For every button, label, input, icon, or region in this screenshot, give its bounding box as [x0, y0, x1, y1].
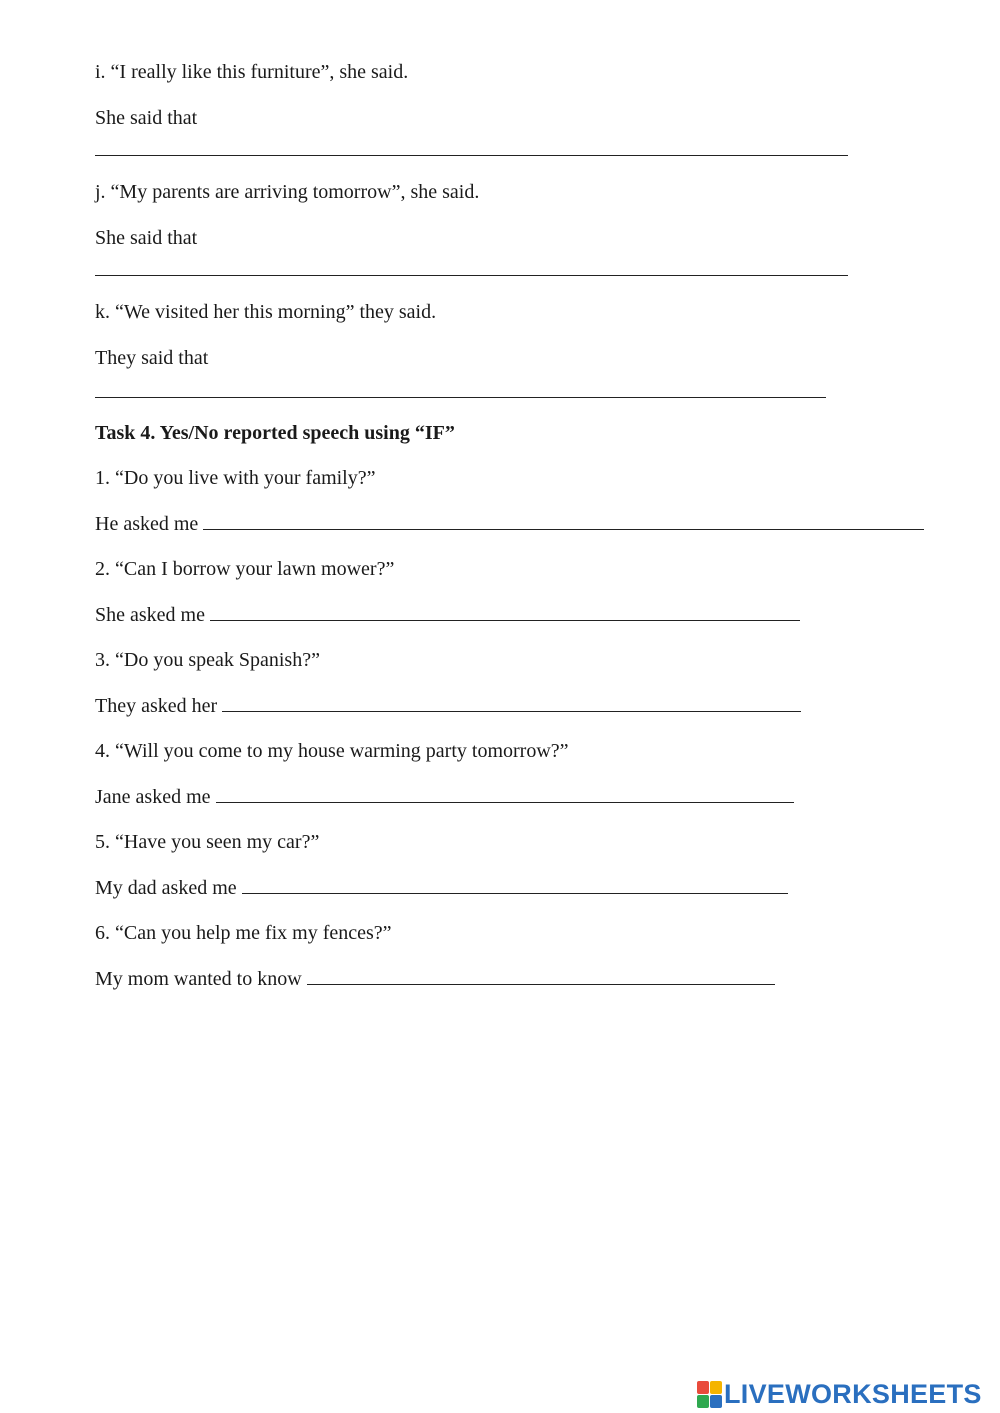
task4-q3: 3. “Do you speak Spanish?”: [95, 649, 320, 671]
task4-a4-answer-line[interactable]: [216, 801, 794, 803]
task4-a5-lead: My dad asked me: [95, 877, 237, 899]
task4-q4: 4. “Will you come to my house warming party tomorrow?”: [95, 740, 569, 762]
item-j-answer-line[interactable]: [95, 275, 848, 276]
liveworksheets-logo-icon: [697, 1381, 721, 1407]
item-i-answer-line[interactable]: [95, 155, 848, 156]
task4-a2-answer-line[interactable]: [210, 619, 800, 621]
item-j-prompt: j. “My parents are arriving tomorrow”, she said.: [95, 181, 480, 203]
task4-a2: [95, 603, 800, 627]
task4-a3: [95, 694, 801, 718]
logo-square-3: [697, 1395, 709, 1408]
task4-a6-answer-line[interactable]: [307, 983, 775, 985]
liveworksheets-logo: [697, 1378, 982, 1410]
task4-a5-answer-line[interactable]: [242, 892, 788, 894]
task4-a1-lead: He asked me: [95, 513, 199, 535]
logo-square-2: [710, 1381, 722, 1394]
task4-a3-answer-line[interactable]: [222, 710, 801, 712]
task4-a2-lead: She asked me: [95, 604, 205, 626]
liveworksheets-logo-text: LIVEWORKSHEETS: [724, 1378, 982, 1409]
task4-q2: 2. “Can I borrow your lawn mower?”: [95, 558, 395, 580]
task4-a4-lead: Jane asked me: [95, 786, 211, 808]
task4-a3-lead: They asked her: [95, 695, 218, 717]
task4-q1: 1. “Do you live with your family?”: [95, 467, 376, 489]
item-k-prompt: k. “We visited her this morning” they said.: [95, 301, 437, 323]
task4-q5: 5. “Have you seen my car?”: [95, 831, 320, 853]
logo-square-4: [710, 1395, 722, 1408]
task4-q6: 6. “Can you help me fix my fences?”: [95, 922, 392, 944]
task4-a1-answer-line[interactable]: [203, 528, 924, 530]
task4-a1: [95, 512, 924, 536]
item-k-answer-line[interactable]: [95, 397, 826, 398]
logo-square-1: [697, 1381, 709, 1394]
item-j-lead: She said that: [95, 227, 198, 249]
task4-title: Task 4. Yes/No reported speech using “IF”: [95, 422, 455, 444]
task4-a6: [95, 967, 775, 991]
item-i-prompt: i. “I really like this furniture”, she said.: [95, 61, 409, 83]
item-i-lead: She said that: [95, 107, 198, 129]
task4-a6-lead: My mom wanted to know: [95, 968, 302, 990]
task4-a5: [95, 876, 788, 900]
task4-a4: [95, 785, 794, 809]
item-k-lead: They said that: [95, 347, 209, 369]
